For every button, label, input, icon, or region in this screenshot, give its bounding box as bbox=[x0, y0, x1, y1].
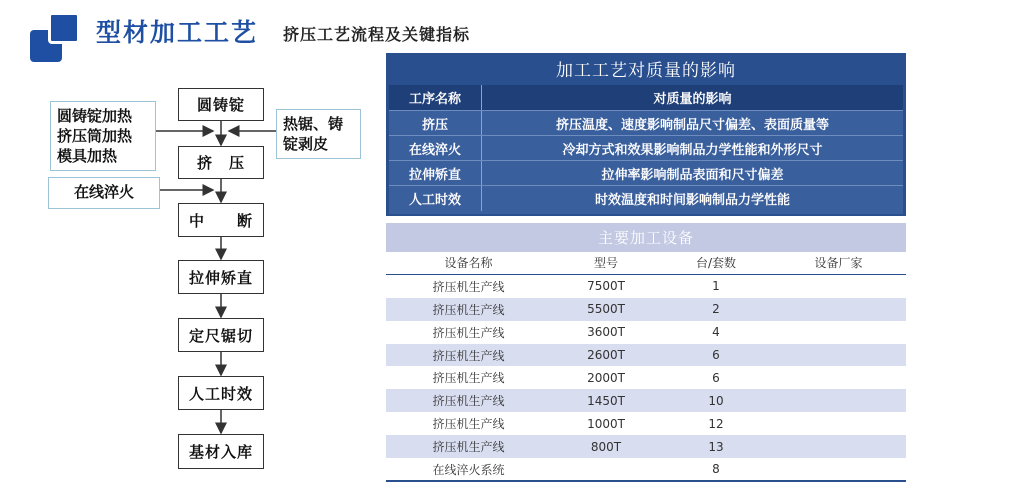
saw-line-2: 锭剥皮 bbox=[283, 135, 329, 153]
impact-cell-process: 人工时效 bbox=[389, 186, 482, 211]
equip-cell-model: 5500T bbox=[587, 302, 625, 317]
table-row bbox=[386, 458, 906, 481]
equipment-table-bottom-rule bbox=[386, 480, 906, 482]
flow-input-heating bbox=[50, 101, 156, 171]
table-row bbox=[386, 435, 906, 458]
equip-header-name: 设备名称 bbox=[444, 256, 493, 271]
equip-header-count: 台/套数 bbox=[695, 256, 737, 271]
table-row bbox=[386, 389, 906, 412]
table-row bbox=[389, 161, 903, 186]
flow-input-saw bbox=[276, 109, 361, 159]
heating-line-2: 挤压筒加热 bbox=[57, 127, 133, 145]
impact-cell-effect: 挤压温度、速度影响制品尺寸偏差、表面质量等 bbox=[555, 117, 829, 133]
table-row bbox=[386, 298, 906, 321]
table-row bbox=[386, 275, 906, 298]
table-row bbox=[389, 186, 903, 211]
equip-cell-name: 挤压机生产线 bbox=[432, 279, 505, 294]
table-row bbox=[389, 111, 903, 136]
equip-cell-model: 7500T bbox=[587, 279, 625, 294]
equip-cell-model: 3600T bbox=[587, 325, 625, 340]
flow-step-store: 基材入库 bbox=[178, 434, 264, 469]
impact-table-header bbox=[389, 85, 903, 111]
page-subtitle: 挤压工艺流程及关键指标 bbox=[283, 25, 471, 44]
equip-header-model: 型号 bbox=[593, 256, 618, 271]
equip-cell-name: 挤压机生产线 bbox=[432, 440, 505, 455]
equip-cell-model: 2600T bbox=[587, 348, 625, 362]
equip-cell-name: 在线淬火系统 bbox=[432, 462, 505, 477]
equip-cell-name: 挤压机生产线 bbox=[432, 348, 505, 363]
impact-cell-effect: 时效温度和时间影响制品力学性能 bbox=[594, 193, 790, 208]
equip-cell-name: 挤压机生产线 bbox=[432, 394, 505, 409]
equip-cell-name: 挤压机生产线 bbox=[432, 371, 505, 386]
flow-step-cut: 中 断 bbox=[178, 203, 264, 237]
table-row bbox=[386, 344, 906, 367]
flow-step-ingot: 圆铸锭 bbox=[178, 88, 264, 121]
table-row bbox=[386, 412, 906, 435]
table-row bbox=[386, 321, 906, 344]
impact-header-effect: 对质量的影响 bbox=[653, 92, 732, 107]
impact-cell-effect: 冷却方式和效果影响制品力学性能和外形尺寸 bbox=[562, 142, 823, 158]
equip-cell-model: 1000T bbox=[587, 416, 625, 431]
page-title: 型材加工工艺 bbox=[96, 18, 259, 47]
impact-cell-process: 在线淬火 bbox=[389, 136, 482, 160]
equipment-table-header bbox=[386, 252, 906, 275]
equip-cell-count: 10 bbox=[708, 393, 724, 408]
heating-line-1: 圆铸锭加热 bbox=[57, 107, 133, 125]
impact-cell-effect: 拉伸率影响制品表面和尺寸偏差 bbox=[601, 167, 784, 183]
equip-cell-model: 2000T bbox=[587, 370, 625, 385]
equip-cell-count: 6 bbox=[712, 370, 720, 385]
equip-cell-count: 13 bbox=[708, 439, 724, 454]
equip-cell-name: 挤压机生产线 bbox=[432, 302, 505, 317]
equipment-table-title: 主要加工设备 bbox=[386, 223, 906, 252]
flow-input-quench bbox=[48, 177, 160, 209]
equip-cell-count: 4 bbox=[712, 325, 720, 340]
heating-line-3: 模具加热 bbox=[57, 147, 118, 165]
impact-cell-process: 挤压 bbox=[389, 111, 482, 135]
flow-step-saw: 定尺锯切 bbox=[178, 318, 264, 352]
equip-cell-name: 挤压机生产线 bbox=[432, 325, 505, 340]
impact-cell-process: 拉伸矫直 bbox=[389, 161, 482, 185]
flow-step-age: 人工时效 bbox=[178, 376, 264, 410]
impact-header-process: 工序名称 bbox=[389, 85, 482, 110]
saw-line-1: 热锯、铸 bbox=[283, 115, 344, 133]
flow-step-stretch: 拉伸矫直 bbox=[178, 260, 264, 294]
table-row bbox=[386, 366, 906, 389]
table-row bbox=[389, 136, 903, 161]
impact-table bbox=[386, 53, 906, 216]
equip-cell-count: 6 bbox=[712, 348, 720, 362]
equip-cell-count: 2 bbox=[712, 302, 720, 317]
equipment-table bbox=[386, 252, 906, 481]
equip-header-maker: 设备厂家 bbox=[814, 256, 863, 271]
quench-label: 在线淬火 bbox=[73, 183, 134, 201]
impact-table-body bbox=[389, 85, 903, 214]
equip-cell-count: 1 bbox=[712, 279, 720, 294]
equip-cell-name: 挤压机生产线 bbox=[432, 417, 505, 432]
flow-step-extrude: 挤 压 bbox=[178, 146, 264, 179]
equip-cell-model: 1450T bbox=[587, 393, 625, 408]
equip-cell-count: 12 bbox=[708, 416, 724, 431]
impact-table-title: 加工工艺对质量的影响 bbox=[386, 53, 906, 83]
equip-cell-count: 8 bbox=[712, 462, 720, 477]
equip-cell-model: 800T bbox=[590, 439, 622, 454]
